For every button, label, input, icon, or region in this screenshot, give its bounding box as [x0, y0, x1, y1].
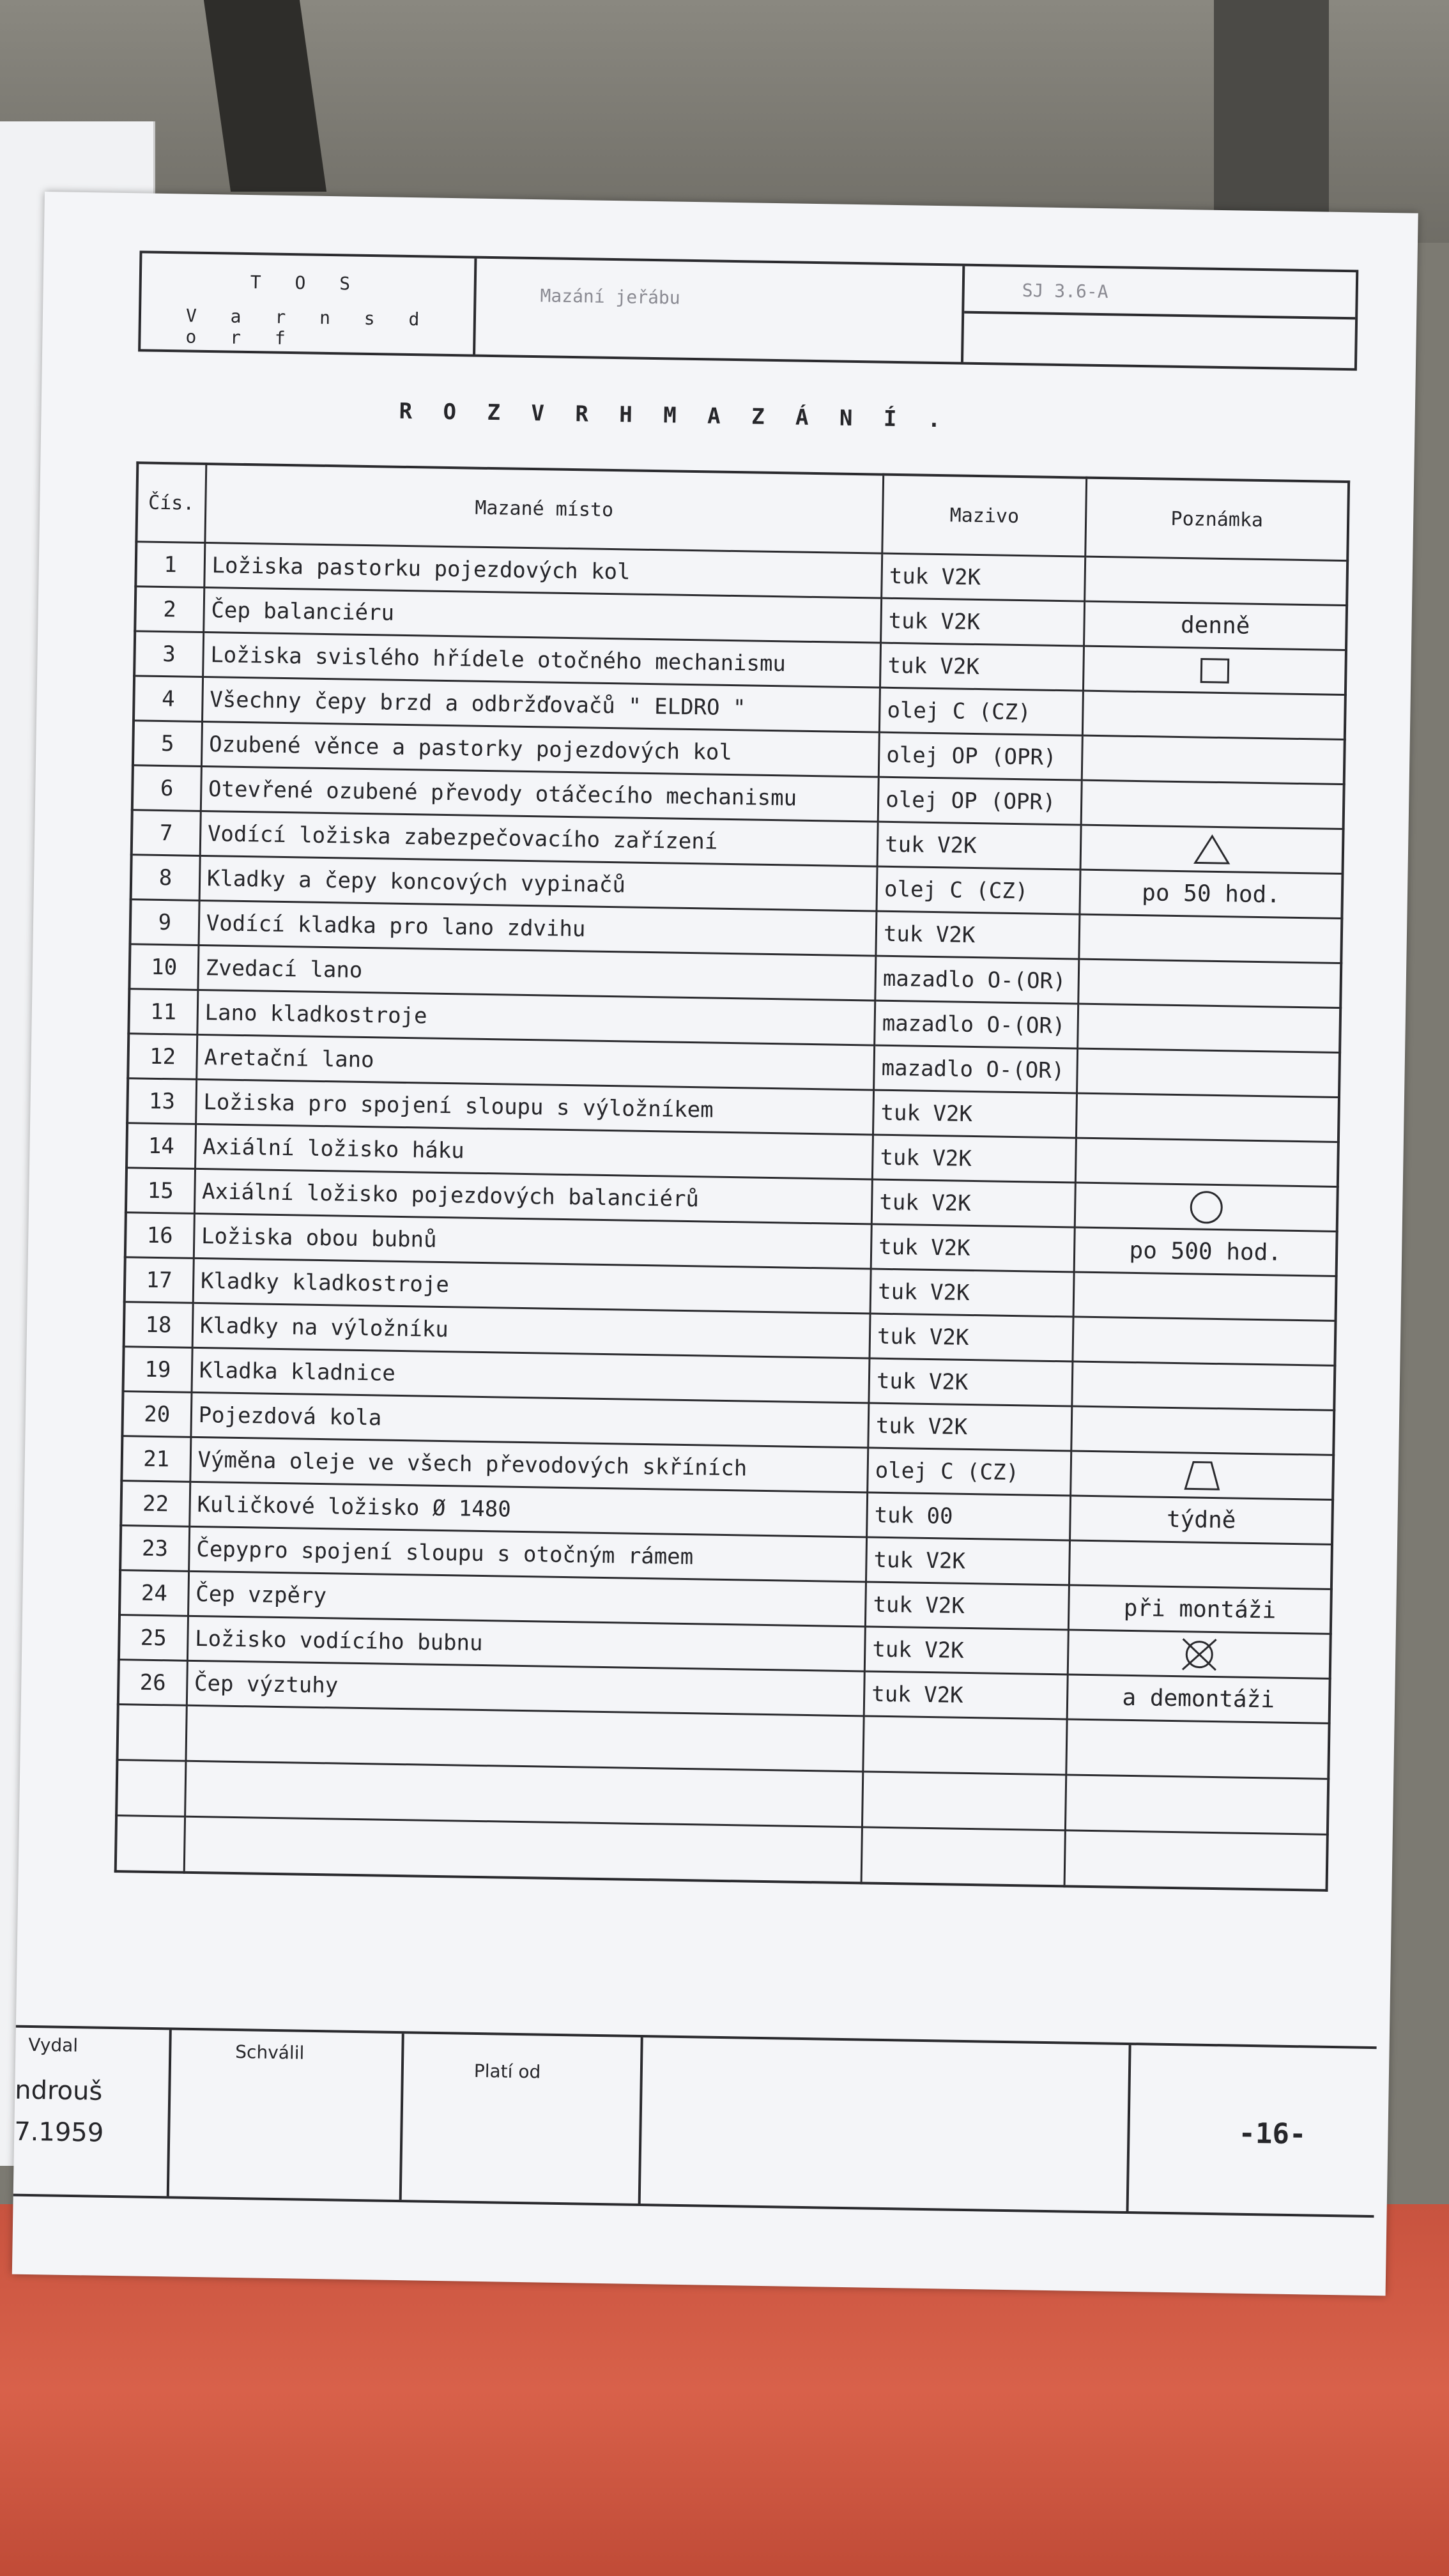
row-number: 8	[131, 855, 200, 901]
row-place: Čep vzpěry	[188, 1571, 866, 1627]
note-assembly-2: a demontáži	[1122, 1684, 1275, 1713]
row-place: Ložisko vodícího bubnu	[187, 1616, 865, 1671]
row-note	[1084, 646, 1346, 694]
row-number: 24	[119, 1570, 188, 1616]
row-lubricant: tuk V2K	[877, 822, 1081, 870]
row-lubricant: tuk V2K	[873, 1090, 1077, 1138]
row-place: Vodící ložiska zabezpečovacího zařízení	[200, 811, 878, 866]
row-place: Axiální ložisko háku	[195, 1124, 873, 1179]
row-number: 21	[121, 1436, 190, 1482]
col-note: Poznámka	[1085, 478, 1349, 561]
col-place: Mazané místo	[205, 464, 884, 553]
crossed-circle-symbol-icon	[1178, 1636, 1220, 1673]
row-note	[1083, 691, 1346, 739]
page-number: -16-	[1238, 2117, 1307, 2151]
row-place: Ložiska pro spojení sloupu s výložníkem	[195, 1079, 873, 1135]
row-note	[1080, 870, 1342, 918]
row-note	[1071, 1451, 1333, 1499]
triangle-symbol-icon	[1192, 833, 1231, 866]
row-number: 7	[132, 810, 201, 856]
row-lubricant: tuk V2K	[881, 598, 1085, 646]
col-number: Čís.	[136, 463, 206, 542]
row-note	[1075, 1183, 1338, 1231]
row-number: 5	[133, 721, 202, 767]
valid-from-cell	[402, 2034, 643, 2204]
row-lubricant: mazadlo O-(OR)	[875, 956, 1079, 1004]
header-title: Mazání jeřábu	[540, 285, 680, 309]
circle-symbol-icon	[1188, 1189, 1224, 1225]
row-note	[1084, 601, 1347, 650]
row-lubricant: olej OP (OPR)	[878, 777, 1082, 825]
row-place: Čep balanciéru	[203, 587, 881, 643]
valid-from-label: Platí od	[473, 2060, 541, 2083]
approved-label: Schválil	[235, 2041, 305, 2064]
row-note	[1079, 914, 1342, 963]
row-place: Ložiska svislého hřídele otočného mechanismu	[203, 632, 880, 687]
row-lubricant: tuk V2K	[871, 1179, 1075, 1227]
code-divider	[964, 311, 1355, 320]
footer-empty-cell	[641, 2037, 1131, 2211]
row-place: Aretační lano	[196, 1034, 874, 1090]
row-place: Kladka kladnice	[192, 1347, 870, 1403]
row-number: 18	[124, 1302, 193, 1348]
company-cell	[141, 253, 477, 354]
row-note	[1073, 1272, 1336, 1321]
document-code: SJ 3.6-A	[1022, 280, 1108, 303]
row-number: 19	[123, 1347, 192, 1393]
row-number: 25	[119, 1615, 188, 1661]
row-number: 4	[134, 676, 203, 722]
header-title-cell	[475, 259, 965, 362]
row-lubricant: tuk V2K	[870, 1314, 1073, 1361]
row-place: Lano kladkostroje	[197, 990, 875, 1045]
square-symbol-icon	[1199, 656, 1231, 685]
trapezoid-symbol-icon	[1183, 1459, 1222, 1492]
issued-cell	[13, 2028, 172, 2196]
note-weekly: týdně	[1166, 1506, 1236, 1534]
row-number: 20	[122, 1392, 191, 1438]
header-code-cell	[963, 266, 1356, 369]
footer-box	[13, 2025, 1377, 2218]
row-note	[1073, 1317, 1335, 1365]
row-place: Čepypro spojení sloupu s otočným rámem	[188, 1526, 866, 1582]
page-number-cell	[1129, 2045, 1377, 2215]
issued-label: Vydal	[28, 2034, 79, 2057]
row-note	[1067, 1675, 1330, 1723]
document-title: R O Z V R H M A Z Á N Í .	[399, 398, 950, 433]
background-metal	[1214, 0, 1329, 230]
row-note	[1080, 825, 1343, 873]
document-page	[12, 192, 1418, 2296]
issued-date: 7.1959	[13, 2117, 104, 2148]
row-number: 12	[128, 1034, 197, 1080]
row-lubricant: tuk V2K	[870, 1269, 1074, 1317]
row-note	[1085, 556, 1347, 605]
row-lubricant: tuk V2K	[866, 1537, 1070, 1585]
company-town: V a r n s d o r f	[185, 305, 431, 349]
issued-name: ndrouš	[14, 2075, 103, 2106]
row-number: 26	[118, 1660, 187, 1706]
row-note	[1078, 959, 1341, 1008]
row-place: Kladky a čepy koncových vypinačů	[199, 855, 877, 911]
row-lubricant: tuk V2K	[880, 643, 1084, 691]
note-assembly-1: při montáži	[1123, 1595, 1276, 1624]
row-number: 2	[135, 586, 204, 632]
row-note	[1072, 1361, 1335, 1410]
row-place: Zvedací lano	[198, 945, 876, 1000]
row-number: 1	[135, 542, 204, 588]
row-lubricant: tuk V2K	[872, 1135, 1076, 1183]
note-every-500: po 500 hod.	[1129, 1237, 1282, 1266]
note-every-50: po 50 hod.	[1141, 880, 1281, 908]
row-lubricant: tuk V2K	[868, 1403, 1072, 1451]
row-place: Ložiska obou bubnů	[194, 1213, 871, 1269]
row-lubricant: tuk V2K	[865, 1582, 1069, 1630]
row-place: Všechny čepy brzd a odbržďovačů " ELDRO "	[202, 677, 880, 732]
row-place: Výměna oleje ve všech převodových skříních	[190, 1437, 868, 1492]
row-number: 22	[121, 1481, 190, 1527]
row-number: 14	[126, 1123, 195, 1169]
row-note	[1068, 1630, 1331, 1678]
row-place: Otevřené ozubené převody otáčecího mechanismu	[201, 766, 878, 822]
row-note	[1077, 1048, 1340, 1097]
col-lubricant: Mazivo	[882, 475, 1087, 556]
row-lubricant: mazadlo O-(OR)	[875, 1000, 1078, 1048]
row-note	[1074, 1227, 1337, 1276]
row-lubricant: mazadlo O-(OR)	[874, 1045, 1078, 1093]
row-place: Ložiska pastorku pojezdových kol	[204, 543, 882, 599]
row-note	[1081, 780, 1344, 829]
row-number: 15	[126, 1168, 195, 1214]
row-lubricant: tuk V2K	[882, 553, 1085, 601]
row-lubricant: tuk V2K	[876, 911, 1080, 959]
row-number: 23	[120, 1526, 189, 1572]
header-box	[138, 250, 1358, 371]
row-place: Kuličkové ložisko Ø 1480	[189, 1482, 867, 1537]
row-note	[1077, 1093, 1339, 1142]
approved-cell	[169, 2030, 404, 2200]
row-number: 17	[125, 1257, 194, 1303]
row-lubricant: olej C (CZ)	[877, 866, 1080, 914]
row-place: Vodící kladka pro lano zdvihu	[199, 900, 877, 956]
row-number: 9	[130, 900, 199, 946]
lubrication-table	[114, 461, 1350, 1892]
row-note	[1070, 1496, 1333, 1544]
company-name: T O S	[250, 272, 362, 295]
row-note	[1078, 1004, 1340, 1052]
row-note	[1071, 1406, 1334, 1455]
row-lubricant: tuk V2K	[864, 1671, 1068, 1719]
row-lubricant: tuk V2K	[864, 1627, 1068, 1675]
row-number: 3	[134, 631, 203, 677]
row-lubricant: olej OP (OPR)	[878, 732, 1082, 780]
row-number: 6	[132, 765, 201, 811]
row-place: Kladky na výložníku	[192, 1303, 870, 1358]
row-note	[1069, 1585, 1331, 1634]
row-lubricant: olej C (CZ)	[868, 1448, 1071, 1496]
row-number: 13	[127, 1078, 196, 1124]
row-number: 16	[125, 1213, 194, 1259]
row-lubricant: tuk V2K	[871, 1224, 1075, 1272]
row-lubricant: tuk V2K	[869, 1358, 1073, 1406]
row-lubricant: olej C (CZ)	[879, 687, 1083, 735]
row-note	[1082, 735, 1344, 784]
row-number: 11	[128, 989, 197, 1035]
note-daily: denně	[1180, 612, 1250, 640]
row-place: Axiální ložisko pojezdových balanciérů	[194, 1169, 872, 1224]
row-number: 10	[129, 944, 198, 990]
row-lubricant: tuk 00	[867, 1492, 1071, 1540]
row-place: Pojezdová kola	[191, 1392, 869, 1448]
row-note	[1076, 1138, 1338, 1186]
row-note	[1070, 1540, 1332, 1589]
row-place: Kladky kladkostroje	[193, 1258, 871, 1314]
row-place: Čep výztuhy	[187, 1660, 864, 1716]
row-place: Ozubené věnce a pastorky pojezdových kol	[201, 721, 879, 777]
